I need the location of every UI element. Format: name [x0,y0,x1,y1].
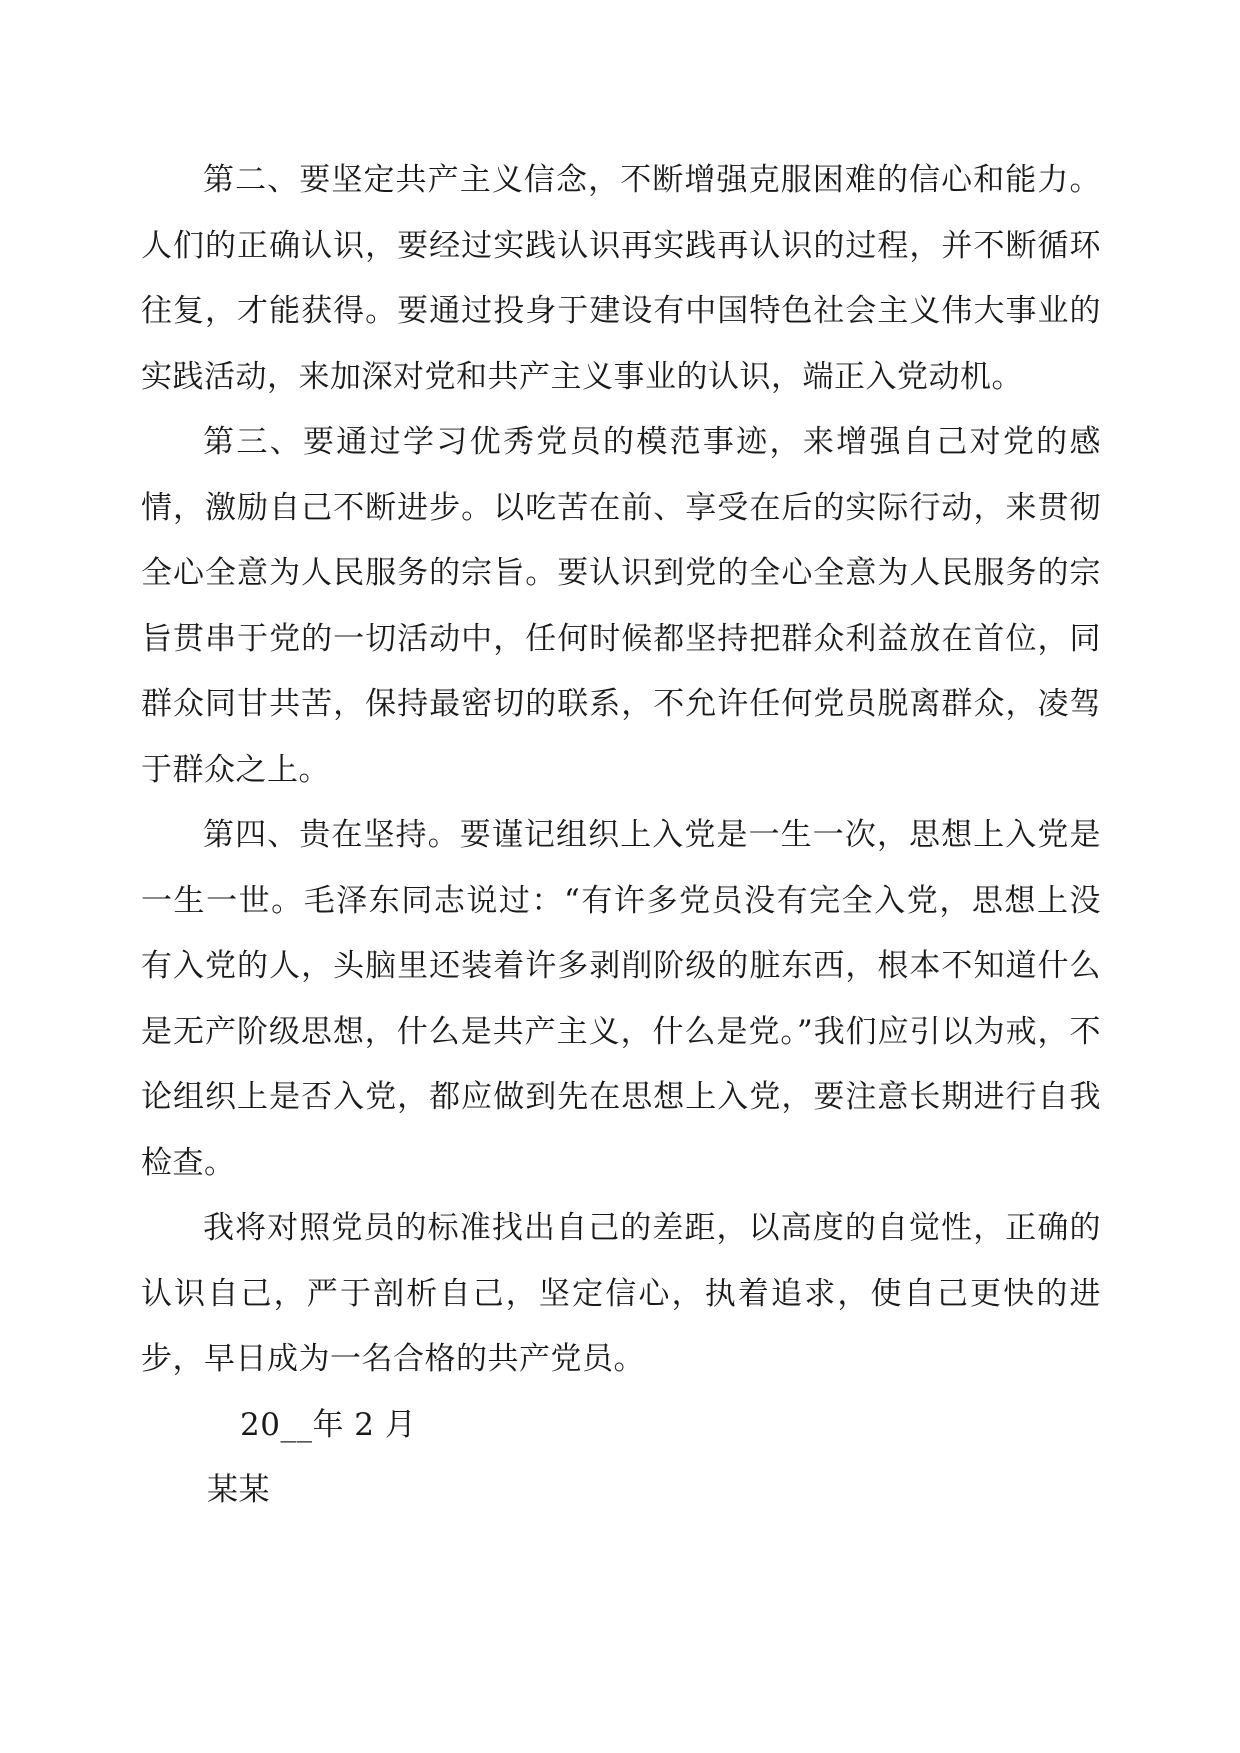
paragraph-third-point: 第三、要通过学习优秀党员的模范事迹，来增强自己对党的感情，激励自己不断进步。以吃苦在前、享受在后的实际行动，来贯彻全心全意为人民服务的宗旨。要认识到党的全心全意为人民服务的宗旨贯串于党的一切活动中，任何时候都坚持把群众利益放在首位，同群众同甘共苦，保持最密切的联系，不允许任何党员脱离群众，凌驾于群众之上。 [141,424,1101,788]
paragraph-conclusion: 我将对照党员的标准找出自己的差距，以高度的自觉性，正确的认识自己，严于剖析自己，坚定信心，执着追求，使自己更快的进步，早日成为一名合格的共产党员。 [141,1210,1101,1377]
paragraph-second-point: 第二、要坚定共产主义信念，不断增强克服困难的信心和能力。人们的正确认识，要经过实践认识再实践再认识的过程，并不断循环往复，才能获得。要通过投身于建设有中国特色社会主义伟大事业的实践活动，来加深对党和共产主义事业的认识，端正入党动机。 [141,162,1101,395]
document-body [141,148,1101,1524]
document-signer: 某某 [207,1472,270,1508]
paragraph-fourth-point: 第四、贵在坚持。要谨记组织上入党是一生一次，思想上入党是一生一世。毛泽东同志说过：“有许多党员没有完全入党，思想上没有入党的人，头脑里还装着许多剥削阶级的脏东西，根本不知道什么是无产阶级思想，什么是共产主义，什么是党。”我们应引以为戒，不论组织上是否入党，都应做到先在思想上入党，要注意长期进行自我检查。 [141,817,1101,1181]
document-date: 20__年 2 月 [240,1406,417,1443]
